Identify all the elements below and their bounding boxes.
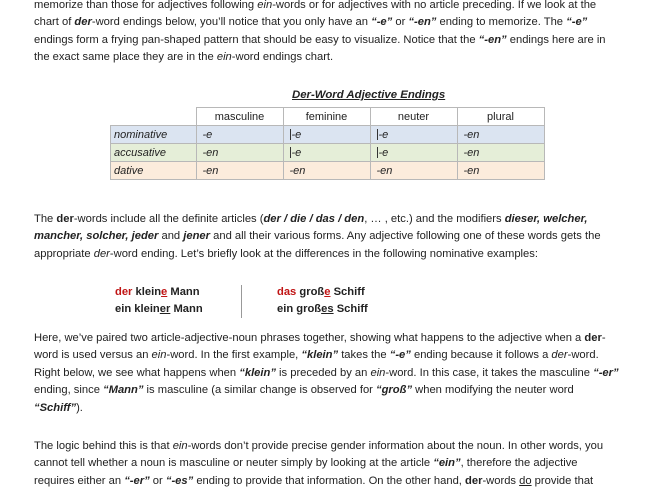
- example-divider: [241, 285, 242, 318]
- table-corner: [111, 108, 197, 126]
- der-words-paragraph: The der-words include all the definite articles (der / die / das / den, … , etc.) and the modifiers dieser, welcher, mancher, solcher, jeder and jener and all their various forms. Any adjective following one of these words gets the appropriate der-word ending. Let’s briefly look at the differences in the following nominative examples:: [34, 213, 601, 260]
- intro-paragraph: memorize than those for adjectives following ein-words or for adjectives with no article preceding. If we look at the chart of der-word endings below, you’ll notice that you only have an “-e” or “-en” ending to memorize. The “-e” endings form a frying pan-shaped pattern that should be easy to visualize. Notice that the “-en” endings here are in the exact same place they are in the ein-word endings chart.: [34, 0, 606, 64]
- cell-nominative-feminine: -e: [283, 126, 370, 144]
- logic-paragraph: The logic behind this is that ein-words don’t provide precise gender information about the noun. In other words, you cannot tell whether a noun is masculine or neuter simply by looking at the article “ein”, therefore the adjective requires either an “-er” or “-es” ending to provide that information. On the other hand, der-words do provide that: [34, 440, 604, 487]
- example-ein-kleiner-mann: ein kleiner Mann: [115, 303, 203, 316]
- cell-accusative-masculine: -en: [196, 144, 283, 162]
- cell-nominative-neuter: -e: [370, 126, 457, 144]
- cell-dative-neuter: -en: [370, 162, 457, 180]
- example-gross: [277, 284, 368, 319]
- cell-dative-plural: -en: [457, 162, 544, 180]
- header-masculine: masculine: [196, 108, 283, 126]
- cell-nominative-plural: -en: [457, 126, 544, 144]
- table-title: Der-Word Adjective Endings: [292, 89, 446, 101]
- row-label-nominative: nominative: [111, 126, 197, 144]
- tick-mark: [377, 129, 378, 140]
- tick-mark: [377, 147, 378, 158]
- cell-accusative-plural: -en: [457, 144, 544, 162]
- cell-dative-masculine: -en: [196, 162, 283, 180]
- table-row-nominative: [111, 126, 545, 144]
- row-label-accusative: accusative: [111, 144, 197, 162]
- example-ein-grosses-schiff: ein großes Schiff: [277, 303, 368, 316]
- cell-dative-feminine: -en: [283, 162, 370, 180]
- cell-nominative-masculine: -e: [196, 126, 283, 144]
- table-header-row: [111, 108, 545, 126]
- cell-accusative-feminine: -e: [283, 144, 370, 162]
- der-word-endings-table: [110, 107, 545, 180]
- cell-accusative-neuter: -e: [370, 144, 457, 162]
- header-neuter: neuter: [370, 108, 457, 126]
- example-klein: [115, 284, 203, 319]
- example-der-kleine-mann: der kleine Mann: [115, 286, 200, 298]
- explanation-paragraph: Here, we’ve paired two article-adjective-noun phrases together, showing what happens to the adjective when a der- word is used versus an ein-word. In the first example, “klein” takes the “-e” ending because it follows a der-word. Right below, we see what happens when “klein” is preceded by an ein-word. In this case, it takes the masculine “-er” ending, since “Mann” is masculine (a similar change is observed for “groß” when modifying the neuter word “Schiff”).: [34, 332, 619, 414]
- header-feminine: feminine: [283, 108, 370, 126]
- tick-mark: [290, 129, 291, 140]
- tick-mark: [290, 147, 291, 158]
- header-plural: plural: [457, 108, 544, 126]
- example-das-grosse-schiff: das große Schiff: [277, 286, 365, 298]
- table-row-dative: [111, 162, 545, 180]
- table-row-accusative: [111, 144, 545, 162]
- row-label-dative: dative: [111, 162, 197, 180]
